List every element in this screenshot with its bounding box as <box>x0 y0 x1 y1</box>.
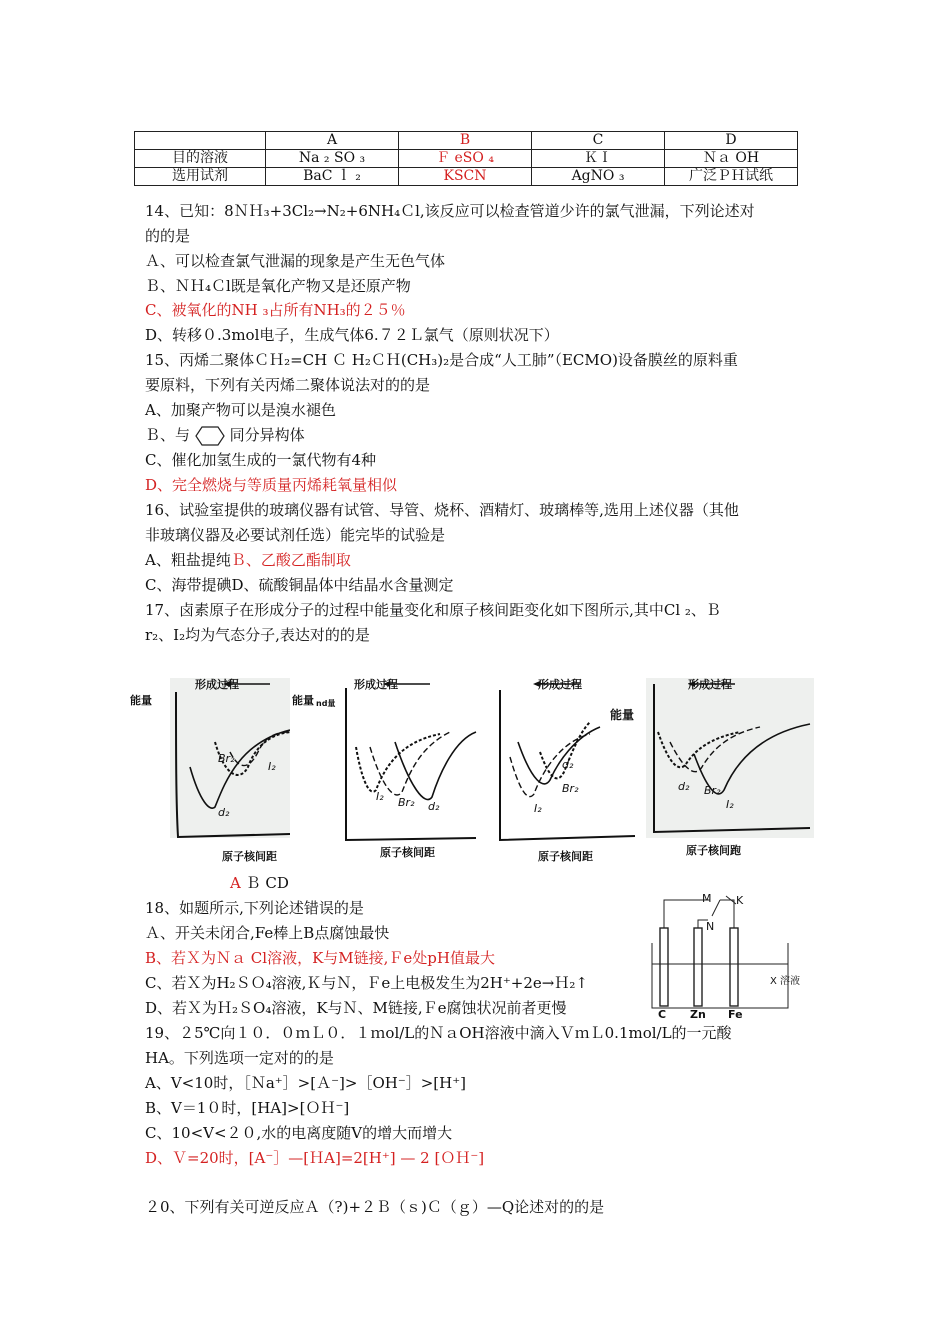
terminal-k-label: K <box>736 894 744 907</box>
q19-option-b: B、V＝1０时，[HA]>[ＯＨ⁻] <box>145 1099 350 1117</box>
table-cell: 广泛ＰＨ试纸 <box>665 168 798 186</box>
graph-xlabel: 原子核间跑 <box>686 844 741 857</box>
table-cell: 目的溶液 <box>135 150 266 168</box>
table-row <box>135 150 798 168</box>
curve-label: I₂ <box>534 802 542 815</box>
q18-option-d: D、若Ｘ为Ｈ₂ＳO₄溶液，K与Ｎ、M链接,Ｆe腐蚀状况前者更慢 <box>145 999 567 1017</box>
graph-title: 形成过程 <box>688 678 732 691</box>
table-cell: BaC ｌ ₂ <box>266 168 399 186</box>
q19-stem-cont: HA。下列选项一定对的的是 <box>145 1049 334 1067</box>
electrolysis-diagram <box>640 888 810 1023</box>
q14-option-c: C、被氧化的NH ₃占所有NH₃的２５％ <box>145 301 406 319</box>
graph-ylabel: 能量 <box>130 694 152 707</box>
curve-label: Br₂ <box>704 784 721 797</box>
q15-stem-cont: 要原料，下列有关丙烯二聚体说法对的的是 <box>145 376 431 394</box>
q14-stem: 14、已知：8ＮＨ₃+3Cl₂→N₂+6NH₄Ｃl,该反应可以检查管道少许的氯气泄漏，下列论述对 <box>145 202 755 220</box>
q15-option-b <box>145 425 305 446</box>
table-cell: ＫＩ <box>532 150 665 168</box>
table-row <box>135 168 798 186</box>
q16-option-b: Ｂ、乙酸乙酯制取 <box>230 551 351 569</box>
q17-stem: 17、卤素原子在形成分子的过程中能量变化和原子核间距变化如下图所示,其中Cl ₂、Ｂ <box>145 601 721 619</box>
graph-d-plot <box>610 672 815 842</box>
graph-b-plot <box>290 672 480 842</box>
table-cell: Ｎａ OH <box>665 150 798 168</box>
graph-xlabel: 原子核间距 <box>538 850 593 863</box>
q14-option-d: D、转移０.3mol电子，生成气体6.７２Ｌ氯气（原则状况下） <box>145 326 559 344</box>
q14-option-b: Ｂ、ＮＨ₄Ｃl既是氧化产物又是还原产物 <box>145 277 411 295</box>
table-cell: C <box>532 132 665 150</box>
energy-graph-a <box>130 672 290 862</box>
graph-ylabel: 能量 <box>610 708 635 722</box>
table-row <box>135 132 798 150</box>
solution-label: X 溶液 <box>770 976 801 987</box>
table-cell: AgNO ₃ <box>532 168 665 186</box>
table-cell <box>135 132 266 150</box>
curve-label: d₂ <box>562 758 574 771</box>
curve-label: I₂ <box>268 760 276 773</box>
graph-xlabel: 原子核间距 <box>222 850 277 863</box>
q16-stem: 16、试验室提供的玻璃仪器有试管、导管、烧杯、酒精灯、玻璃棒等,选用上述仪器（其他 <box>145 501 739 519</box>
graph-ylabel-alt: nd量 <box>316 699 336 708</box>
terminal-n-label: N <box>706 920 715 933</box>
curve-label: Br₂ <box>398 796 415 809</box>
q15-option-a: A、加聚产物可以是溴水褪色 <box>145 401 336 419</box>
curve-label: d₂ <box>218 806 230 819</box>
curve-label: d₂ <box>678 780 690 793</box>
cyclohexane-icon <box>195 426 225 446</box>
q18-option-b: B、若Ｘ为Ｎａ Cl溶液，K与M链接,Ｆe处pH值最大 <box>145 949 495 967</box>
q15-option-d: D、完全燃烧与等质量丙烯耗氧量相似 <box>145 476 398 494</box>
graph-ylabel: 能量 <box>292 694 314 707</box>
q15-stem: 15、丙烯二聚体ＣＨ₂=CH Ｃ H₂ＣＨ(CH₃)₂是合成“人工肺”（ECMO)设备膜丝的原料重 <box>145 351 738 369</box>
electrolysis-figure <box>640 888 810 1023</box>
electrode-zn-label: Zn <box>690 1008 706 1021</box>
graph-title: 形成过程 <box>354 678 398 691</box>
table-cell: D <box>665 132 798 150</box>
curve-label: I₂ <box>376 790 384 803</box>
table-cell: Na ₂ SO ₃ <box>266 150 399 168</box>
graph-a-plot <box>130 672 290 842</box>
q18-option-c: C、若Ｘ为H₂ＳＯ₄溶液,Ｋ与Ｎ，Ｆe上电极发生为2H⁺+2e→Ｈ₂↑ <box>145 974 588 992</box>
energy-graph-b <box>290 672 480 862</box>
q15-option-b-suffix: 同分异构体 <box>229 426 305 444</box>
q17-option-a: A <box>230 874 241 892</box>
table-cell: Ｆ eSO ₄ <box>399 150 532 168</box>
q18-option-a: Ａ、开关未闭合,Fe棒上B点腐蚀最快 <box>145 924 390 942</box>
q16-stem-cont: 非玻璃仪器及必要试剂任选）能完毕的试验是 <box>145 526 446 544</box>
q17-options <box>230 873 289 893</box>
q17-stem-cont: r₂、I₂均为气态分子,表达对的的是 <box>145 626 370 644</box>
q19-option-a: A、V<10时，［Ｎa⁺］>[Ａ⁻]>［OH⁻］>[H⁺] <box>145 1074 467 1092</box>
q14-stem-cont: 的的是 <box>145 227 191 245</box>
curve-label: d₂ <box>428 800 440 813</box>
terminal-m-label: M <box>702 892 712 905</box>
electrode-c-label: C <box>658 1008 667 1021</box>
curve-label: I₂ <box>726 798 734 811</box>
q19-option-d: D、Ｖ=20时，[A⁻］—[ＨA]=2[H⁺] — 2 [ＯＨ⁻] <box>145 1149 485 1167</box>
graph-title: 形成过程 <box>538 678 582 691</box>
q16-option-a: A、粗盐提纯 <box>145 551 231 569</box>
q19-stem: 19、２5℃向１０．０ｍＬ０．１ｍol/L的ＮａOH溶液中滴入ＶｍＬ0.1mol/L的一元酸 <box>145 1024 732 1042</box>
q18-stem: 18、如题所示,下列论述错误的是 <box>145 899 364 917</box>
graph-xlabel: 原子核间距 <box>380 846 435 859</box>
q16-options-cd: C、海带提碘D、硫酸铜晶体中结晶水含量测定 <box>145 576 454 594</box>
q16-options-ab <box>145 550 351 570</box>
q17-options-bcd: Ｂ CD <box>245 874 289 892</box>
energy-graph-d <box>610 672 815 862</box>
table-cell: 选用试剂 <box>135 168 266 186</box>
curve-label: Br₂ <box>218 752 235 765</box>
electrode-fe-label: Fe <box>728 1008 743 1021</box>
q14-option-a: Ａ、可以检查氯气泄漏的现象是产生无色气体 <box>145 252 446 270</box>
q20-stem: ２0、下列有关可逆反应Ａ（?)+２Ｂ（ｓ)Ｃ（ｇ）—Q论述对的的是 <box>145 1198 605 1216</box>
q15-option-c: C、催化加氢生成的一氯代物有4种 <box>145 451 377 469</box>
curve-label: Br₂ <box>562 782 579 795</box>
reagent-table <box>134 131 798 186</box>
table-cell: B <box>399 132 532 150</box>
table-cell: KSCN <box>399 168 532 186</box>
graph-title: 形成过程 <box>195 678 239 691</box>
q19-option-c: C、10<V<２０,水的电离度随V的增大而增大 <box>145 1124 453 1142</box>
q15-option-b-prefix: Ｂ、与 <box>145 426 191 444</box>
table-cell: A <box>266 132 399 150</box>
